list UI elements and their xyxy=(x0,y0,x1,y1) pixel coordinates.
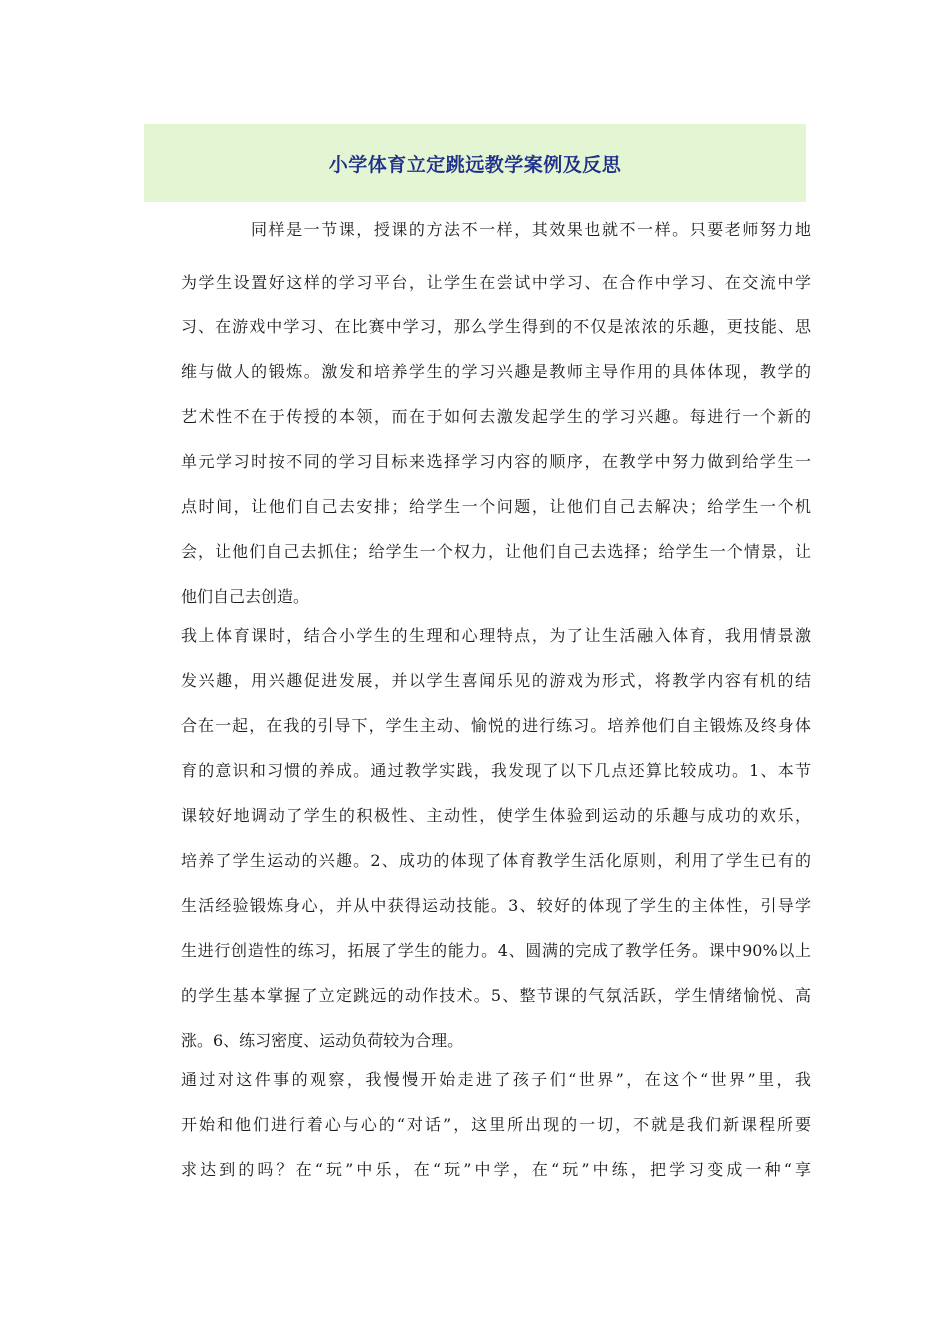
paragraph-2-line-4: 育的意识和习惯的养成。通过教学实践，我发现了以下几点还算比较成功。1、本节 xyxy=(181,761,811,780)
paragraph-2-line-8: 生进行创造性的练习，拓展了学生的能力。4、圆满的完成了教学任务。课中90%以上 xyxy=(181,941,811,960)
paragraph-3-line-3: 求达到的吗？在“玩”中乐，在“玩”中学，在“玩”中练，把学习变成一种“享 xyxy=(181,1160,811,1179)
paragraph-3-line-2: 开始和他们进行着心与心的“对话”，这里所出现的一切，不就是我们新课程所要 xyxy=(181,1115,811,1134)
title-banner xyxy=(144,124,806,202)
paragraph-2-line-6: 培养了学生运动的兴趣。2、成功的体现了体育教学生活化原则，利用了学生已有的 xyxy=(181,851,811,870)
paragraph-2-line-3: 合在一起，在我的引导下，学生主动、愉悦的进行练习。培养他们自主锻炼及终身体 xyxy=(181,716,811,735)
paragraph-2-line-10: 涨。6、练习密度、运动负荷较为合理。 xyxy=(181,1031,464,1050)
paragraph-2-line-5: 课较好地调动了学生的积极性、主动性，使学生体验到运动的乐趣与成功的欢乐， xyxy=(181,806,811,825)
paragraph-2-line-7: 生活经验锻炼身心，并从中获得运动技能。3、较好的体现了学生的主体性，引导学 xyxy=(181,896,811,915)
paragraph-1-line-2: 为学生设置好这样的学习平台，让学生在尝试中学习、在合作中学习、在交流中学 xyxy=(181,273,811,292)
paragraph-1-line-3: 习、在游戏中学习、在比赛中学习，那么学生得到的不仅是浓浓的乐趣，更技能、思 xyxy=(181,317,811,336)
document-title: 小学体育立定跳远教学案例及反思 xyxy=(328,153,622,176)
paragraph-1-line-1: 同样是一节课，授课的方法不一样，其效果也就不一样。只要老师努力地 xyxy=(251,220,811,239)
paragraph-2-line-2: 发兴趣，用兴趣促进发展，并以学生喜闻乐见的游戏为形式，将教学内容有机的结 xyxy=(181,671,811,690)
paragraph-2-line-1: 我上体育课时，结合小学生的生理和心理特点，为了让生活融入体育，我用情景激 xyxy=(181,626,811,645)
paragraph-3-line-1: 通过对这件事的观察，我慢慢开始走进了孩子们“世界”，在这个“世界”里，我 xyxy=(181,1070,811,1089)
paragraph-1-line-6: 单元学习时按不同的学习目标来选择学习内容的顺序，在教学中努力做到给学生一 xyxy=(181,452,811,471)
paragraph-1-line-9: 他们自己去创造。 xyxy=(181,587,310,606)
paragraph-1-line-5: 艺术性不在于传授的本领，而在于如何去激发起学生的学习兴趣。每进行一个新的 xyxy=(181,407,811,426)
paragraph-2-line-9: 的学生基本掌握了立定跳远的动作技术。5、整节课的气氛活跃，学生情绪愉悦、高 xyxy=(181,986,811,1005)
paragraph-1-line-4: 维与做人的锻炼。激发和培养学生的学习兴趣是教师主导作用的具体体现，教学的 xyxy=(181,362,811,381)
paragraph-1-line-7: 点时间，让他们自己去安排；给学生一个问题，让他们自己去解决；给学生一个机 xyxy=(181,497,811,516)
paragraph-1-line-8: 会，让他们自己去抓住；给学生一个权力，让他们自己去选择；给学生一个情景，让 xyxy=(181,542,811,561)
